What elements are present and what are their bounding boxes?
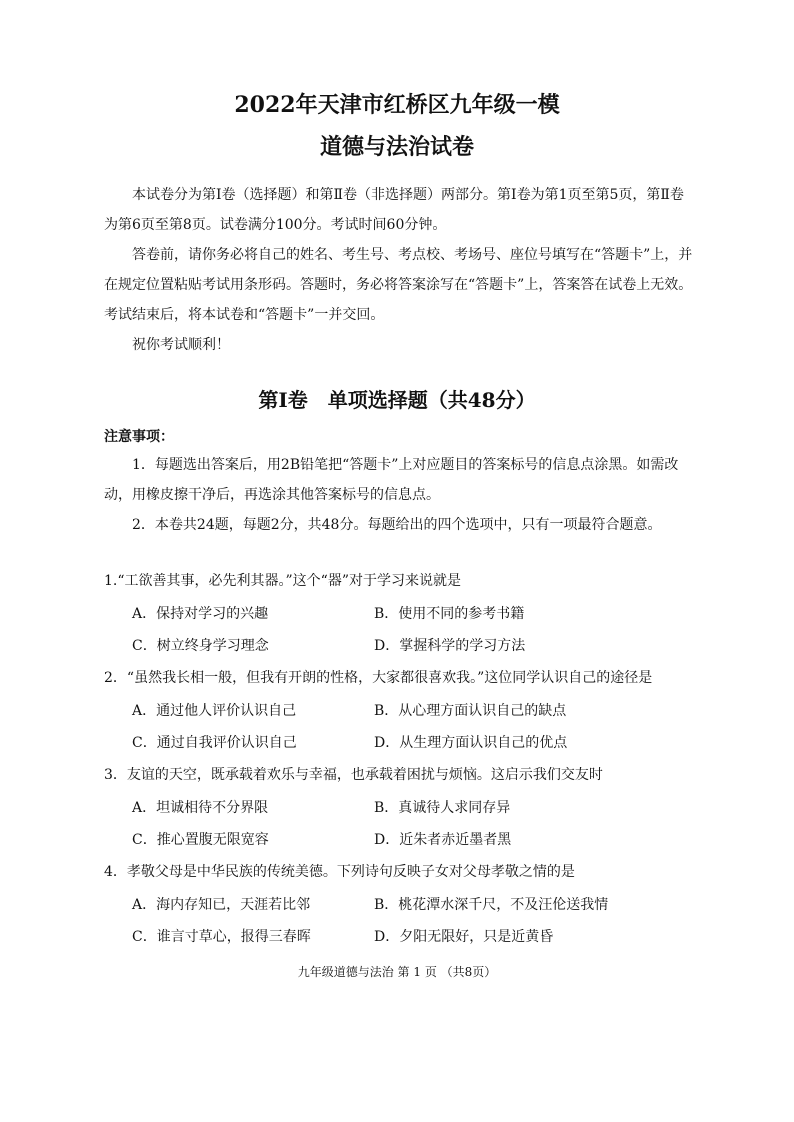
question-list (104, 565, 700, 953)
option-a: A．海内存知已，天涯若比邻 (132, 897, 311, 913)
intro-paragraph-2: 答卷前，请你务必将自己的姓名、考生号、考点校、考场号、座位号填写在“答题卡”上，并在规定位置粘贴考试用条形码。答题时，务必将答案涂写在“答题卡”上，答案答在试卷上无效。考试结束后，将本试卷和“答题卡”一并交回。 (104, 247, 693, 323)
section-title: 第Ⅰ卷 单项选择题（共48分） (258, 388, 536, 412)
question-stem: 1.“工欲善其事，必先利其器。”这个“器”对于学习来说就是 (104, 573, 461, 589)
question-4 (104, 856, 700, 953)
question-stem: 3．友谊的天空，既承载着欢乐与幸福，也承载着困扰与烦恼。这启示我们交友时 (104, 767, 603, 783)
option-b: B．桃花潭水深千尺，不及汪伦送我情 (374, 897, 609, 913)
option-row (104, 921, 700, 953)
note-2: 2．本卷共24题，每题2分，共48分。每题给出的四个选项中，只有一项最符合题意。 (132, 517, 662, 533)
question-1 (104, 565, 700, 662)
option-d: D．夕阳无限好，只是近黄昏 (374, 929, 554, 945)
option-b: B．真诚待人求同存异 (374, 800, 511, 816)
exam-title: 2022年天津市红桥区九年级一模 (234, 92, 560, 118)
option-row (104, 598, 700, 630)
note-1: 1．每题选出答案后，用2B铅笔把“答题卡”上对应题目的答案标号的信息点涂黑。如需改动，用橡皮擦干净后，再选涂其他答案标号的信息点。 (104, 457, 679, 503)
option-row (104, 630, 700, 662)
option-c: C．树立终身学习理念 (132, 638, 269, 654)
option-c: C．推心置腹无限宽容 (132, 832, 269, 848)
option-c: C．谁言寸草心，报得三春晖 (132, 929, 311, 945)
option-row (104, 727, 700, 759)
question-3 (104, 759, 700, 856)
exam-subtitle: 道德与法治试卷 (319, 134, 474, 160)
question-2 (104, 662, 700, 759)
page-footer: 九年级道德与法治 第 1 页 （共8页） (297, 965, 497, 979)
notice-label: 注意事项： (104, 429, 174, 445)
option-a: A．通过他人评价认识自己 (132, 703, 297, 719)
option-b: B．从心理方面认识自己的缺点 (374, 703, 567, 719)
intro-paragraph-3: 祝你考试顺利！ (132, 337, 230, 353)
option-a: A．保持对学习的兴趣 (132, 606, 269, 622)
option-row (104, 824, 700, 856)
option-d: D．近朱者赤近墨者黑 (374, 832, 512, 848)
option-b: B．使用不同的参考书籍 (374, 606, 525, 622)
option-row (104, 889, 700, 921)
question-stem: 2．“虽然我长相一般，但我有开朗的性格，大家都很喜欢我。”这位同学认识自己的途径是 (104, 670, 653, 686)
option-row (104, 695, 700, 727)
option-d: D．从生理方面认识自己的优点 (374, 735, 568, 751)
option-d: D．掌握科学的学习方法 (374, 638, 526, 654)
intro-paragraph-1: 本试卷分为第Ⅰ卷（选择题）和第Ⅱ卷（非选择题）两部分。第Ⅰ卷为第1页至第5页，第Ⅱ卷为第6页至第8页。试卷满分100分。考试时间60分钟。 (104, 187, 684, 233)
notes-block (104, 450, 700, 540)
option-a: A．坦诚相待不分界限 (132, 800, 269, 816)
intro-block (104, 180, 696, 360)
option-row (104, 792, 700, 824)
question-stem: 4．孝敬父母是中华民族的传统美德。下列诗句反映子女对父母孝敬之情的是 (104, 864, 575, 880)
option-c: C．通过自我评价认识自己 (132, 735, 297, 751)
